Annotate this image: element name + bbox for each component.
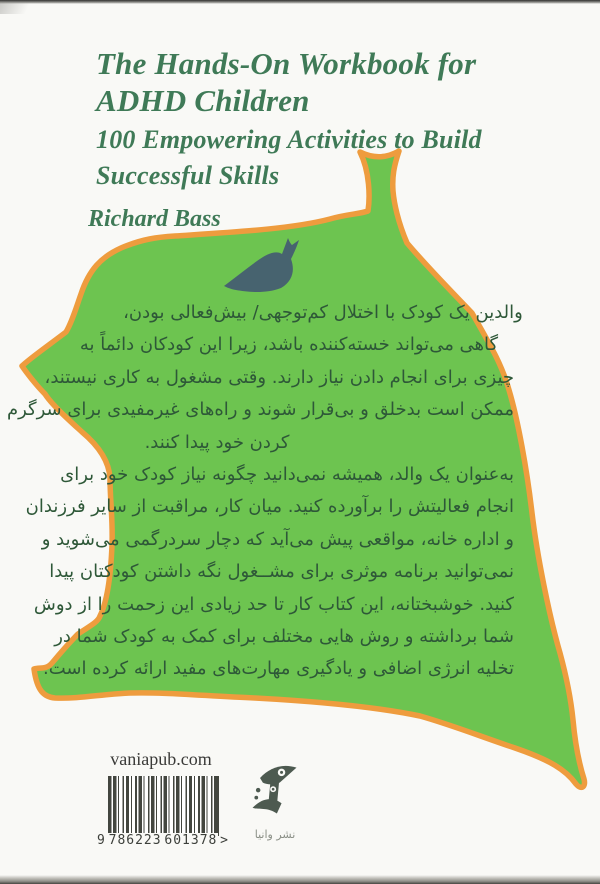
publisher-logo-icon xyxy=(250,763,300,821)
isbn-number xyxy=(96,833,230,848)
blurb-line: شما برداشته و روش هایی مختلف برای کمک به کودک شما در xyxy=(54,626,514,648)
isbn-first-digit: 9 xyxy=(97,833,106,848)
blurb-line: به‌عنوان یک والد، همیشه نمی‌دانید چگونه نیاز کودک خود برای xyxy=(60,464,514,486)
blurb-line: کردن خود پیدا کنند. xyxy=(144,431,290,453)
book-subtitle-line: Successful Skills xyxy=(96,161,280,190)
title-block xyxy=(96,45,536,191)
blurb-line: تخلیه انرژی اضافی و یادگیری مهارت‌های مفید ارائه کرده است. xyxy=(42,658,514,680)
photo-bottom-edge xyxy=(0,875,600,884)
blurb-line: ممکن است بدخلق و بی‌قرار شوند و راه‌های غیرمفیدی برای سرگرم xyxy=(6,399,514,421)
book-subtitle-line: 100 Empowering Activities to Build xyxy=(96,125,482,154)
persian-blurb xyxy=(6,297,523,686)
blurb-line: گاهی می‌تواند خسته‌کننده باشد، زیرا این کودکان دائماً به xyxy=(79,334,499,356)
publisher-logo xyxy=(248,763,302,841)
publisher-name: نشر وانیا xyxy=(254,828,296,841)
blurb-line: کنید. خوشبختانه، این کتاب کار تا حد زیادی این زحمت را از دوش xyxy=(33,593,514,615)
author-name: Richard Bass xyxy=(88,206,221,232)
photo-top-edge xyxy=(0,0,600,4)
barcode-bars xyxy=(108,776,219,836)
book-title-line: ADHD Children xyxy=(96,83,310,118)
blurb-line: والدین یک کودک با اختلال کم‌توجهی/ بیش‌فعالی بودن، xyxy=(123,302,523,323)
blurb-line: انجام فعالیتش را برآورده کنید. میان کار، مراقبت از سایر فرزندان xyxy=(25,496,514,518)
isbn-arrow: > xyxy=(220,833,229,848)
isbn-group: 786223 xyxy=(108,833,162,848)
blurb-line: و اداره خانه، مواقعی پیش می‌آید که دچار سردرگمی می‌شوید و xyxy=(41,528,514,550)
book-title-line: The Hands-On Workbook for xyxy=(96,46,477,81)
blurb-line: نمی‌توانید برنامه موثری برای مشــغول نگه داشتن کودکتان پیدا xyxy=(49,561,514,583)
isbn-group: 601378 xyxy=(164,833,218,848)
blurb-line: چیزی برای انجام دادن نیاز دارند. وقتی مشغول به کاری نیستند، xyxy=(44,366,514,388)
isbn-barcode xyxy=(97,776,229,850)
publisher-website: vaniapub.com xyxy=(110,749,212,769)
